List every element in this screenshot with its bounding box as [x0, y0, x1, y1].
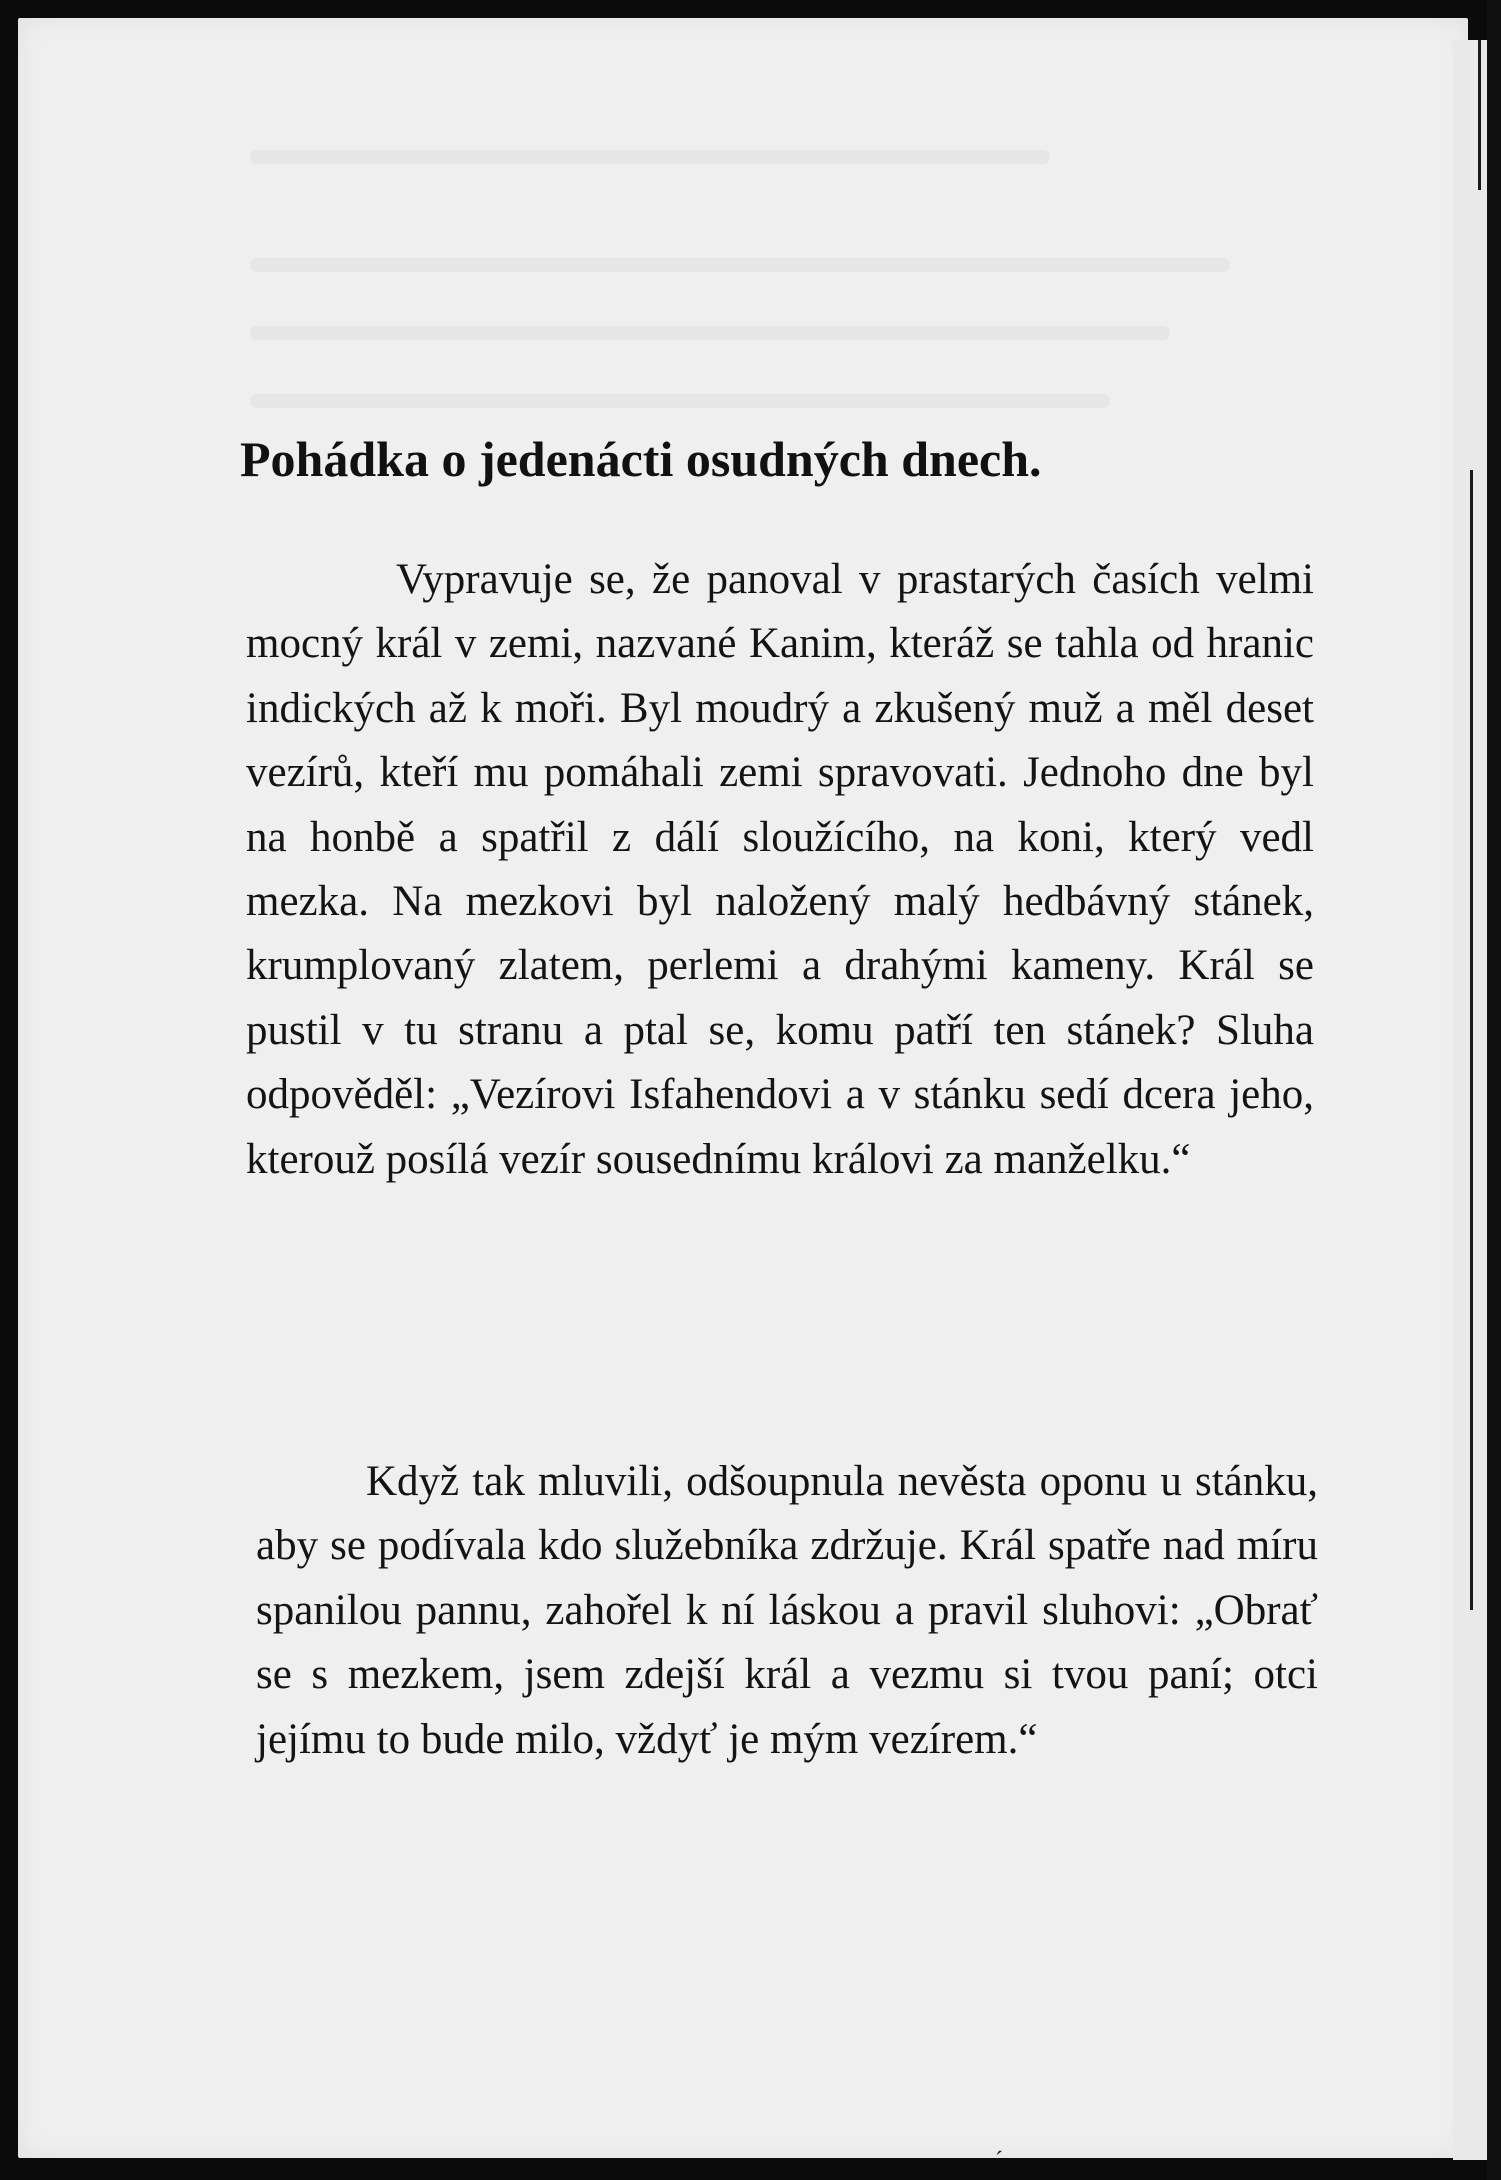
- story-paragraph-2: Když tak mluvili, odšoupnula nevěsta oponu u stánku, aby se podívala kdo služebníka zdržuje. Král spatře nad míru spanilou pannu, zahořel k ní láskou a pravil sluhovi: „Obrať se s mezkem, jsem zdejší král a vezmu si tvou paní; otci jejímu to bude milo, vždyť je mým vezírem.“: [256, 1458, 1318, 1763]
- bleed-through-line: [250, 150, 1050, 164]
- page-edge-shadow: [1487, 0, 1501, 2180]
- bleed-through-line: [250, 326, 1170, 340]
- bleed-through-line: [250, 394, 1110, 408]
- bleed-through-line: [250, 258, 1230, 272]
- story-paragraph-1: Vypravuje se, že panoval v prastarých časích velmi mocný král v zemi, nazvané Kanim, kteráž se tahla od hranic indických až k moři. Byl moudrý a zkušený muž a měl deset vezírů, kteří mu pomáhali zemi spravovati. Jednoho dne byl na honbě a spatřil z dálí sloužícího, na koni, který vedl mezka. Na mezkovi byl naložený malý hedbávný stánek, krumplovaný zlatem, perlemi a drahými kameny. Král se pustil v tu stranu a ptal se, komu patří ten stánek? Sluha odpověděl: „Vezírovi Isfahendovi a v stánku sedí dcera jeho, kterouž posílá vezír sousednímu královi za manželku.“: [246, 556, 1314, 1183]
- binding-line: [1470, 470, 1473, 1610]
- binding-line: [1478, 40, 1481, 190]
- ink-speck: ˊ: [995, 2148, 1003, 2174]
- story-title: Pohádka o jedenácti osudných dnech.: [240, 431, 1042, 487]
